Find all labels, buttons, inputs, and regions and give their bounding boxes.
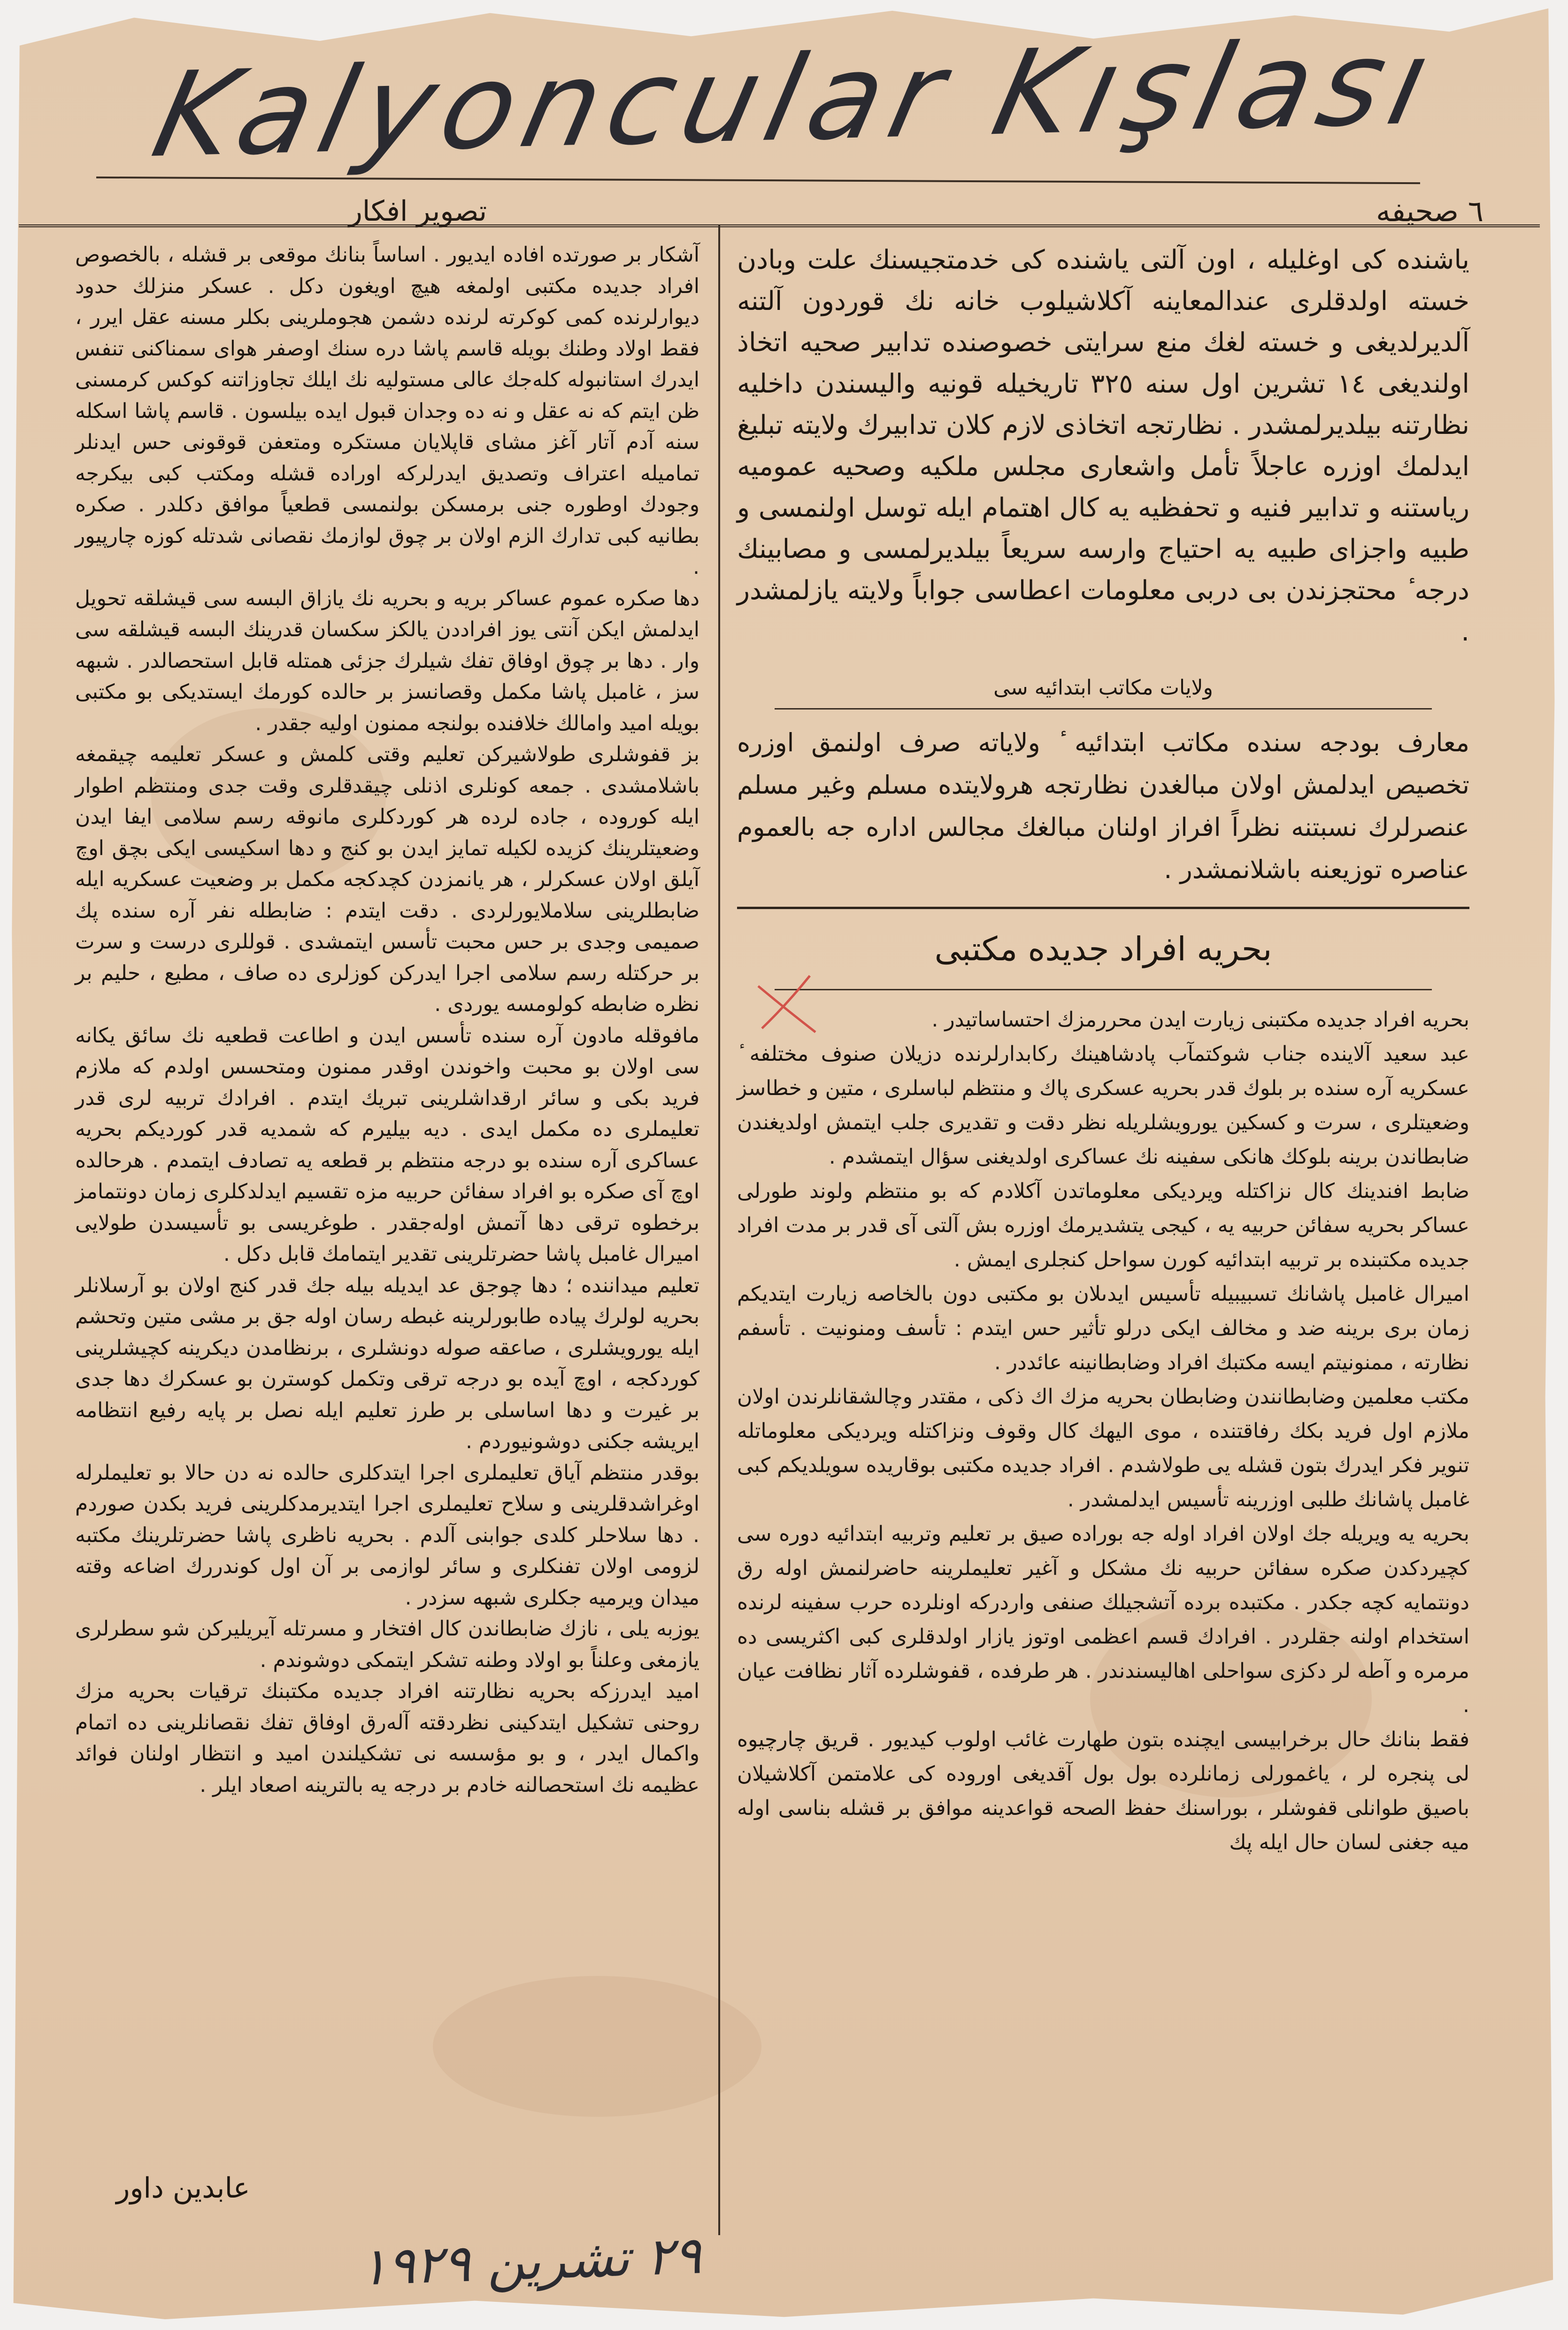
paper-name: تصوير افكار: [348, 195, 487, 228]
column-divider: [718, 225, 720, 2235]
article-divider: [737, 907, 1469, 909]
section-rule: [775, 708, 1432, 710]
top-double-rule: [19, 224, 1540, 227]
right-column: [737, 239, 1469, 2259]
handwritten-date: ٢٩ تشرين ١٩٢٩: [358, 2225, 703, 2297]
paragraph: فقط بنانك حال برخرابيسى ايچنده بتون طهارت غائب اولوب كيديور . قريق چارچيوه لى پنجره لر ، ياغمورلى زمانلرده بول بول آقديغى اوروده كى علامتمن آكلاشيلان باصيق طوانلى قفوشلر ، بوراسنك حفظ الصحه قواعدينه موافق بر قشله بناسى اوله ميه جغنى لسان حال ايله پك: [737, 1728, 1469, 1854]
paragraph: مافوقله مادون آره سنده تأسس ايدن و اطاعت قطعيه نك سائق يكانه سى اولان بو محبت واخوندن اوقدر ممنون ومتحسس اولدم كه ملازم فريد بكى و سائر ارقداشلرينى تبريك ايتدم . افرادك تربيه لرى قدر تعليملرى ده مكمل ايدى . ديه بيليرم كه شمديه قدر كورديكم بحريه عساكرى آره سنده بو درجه منتظم بر قطعه يه تصادف ايتمدم . هرحالده اوچ آى صكره بو افراد سفائن حربيه مزه تقسيم ايدلدكلرى زمان دونتمامز برخطوه ترقى دها آتمش اولەجقدر . طوغريسى بو تأسيسدن طولايى اميرال غامبل پاشا حضرتلرينى تقدير ايتمامك قابل دكل .: [75, 1023, 699, 1266]
title-rule: [775, 989, 1432, 990]
paragraph: آشكار بر صورتده افاده ايديور . اساساً بنانك موقعى بر قشله ، بالخصوص افراد جديده مكتبى اولمغه هيچ اويغون دكل . عسكر منزلك حدود ديوارلرنده كمى كوكرته لرنده دشمن هجوملرينى بكلر مسنه عقل ايرر ، فقط اولاد وطنك بويله قاسم پاشا دره سنك اوصفر هواى سمناكنى تنفس ايدرك استانبوله كلەجك عالى مستوليه نك ايلك تجاوزاتنه كوكس كرمسنى ظن ايتم كه نه عقل و نه ده وجدان قبول ايده بيلسون . قاسم پاشا اسكله سنه آدم آتار آغز مشاى قاپلايان مستكره ومتعفن قوقونى حس ايدنلر تماميله اعتراف وتصديق ايدرلركه اوراده قشله ومكتب كبى بيكرجه وجودك اوطوره جنى برمسكن بولنمسى قطعياً موافق دكلدر . صكره بطانيه كبى تدارك الزم اولان بر چوق لوازمك نقصانى شدتله كوزه چارپيور .: [75, 243, 699, 579]
paragraph: دها صكره عموم عساكر بريه و بحريه نك يازاق البسه سى قيشلقه تحويل ايدلمش ايكن آنتى يوز افراددن يالكز سكسان قدرينك البسه قيشلقه سى وار . دها بر چوق اوفاق تفك شيلرك جزئى همتله قابل استحصالدر . شبهه سز ، غامبل پاشا مكمل وقصانسز بر حالده كورمك ايستديكى بو مكتبى بويله اميد وامالك خلافنده بولنجه ممنون اوليه جقدر .: [75, 586, 699, 735]
section-title-provincial-schools: ولايات مكاتب ابتدائيه سى: [993, 676, 1213, 700]
paragraph: اميد ايدرزكه بحريه نظارتنه افراد جديده مكتبنك ترقيات بحريه مزك روحنى تشكيل ايتدكينى نظردقته آلەرق اوفاق تفك نقصانلرينى ده اتمام واكمال ايدر ، و بو مؤسسه نى تشكيلندن اميد و انتظار اولنان فوائد عظيمه نك استحصالنه خادم بر درجه يه بالترينه اصعاد ايلر .: [75, 1679, 699, 1797]
left-column: [75, 239, 699, 2202]
page-label: ٦ صحيفه: [1376, 194, 1483, 228]
paragraph: مكتب معلمين وضابطانندن وضابطان بحريه مزك اك ذكى ، مقتدر وچالشقانلرندن اولان ملازم اول فريد بكك رفاقتنده ، موى اليهك كال وقوف ونزاكتله ويرديكى معلوماتله تنوير فكر ايدرك بتون قشله يى طولاشدم . افراد جديده مكتبى بوقاريده سويلديكم كبى غامبل پاشانك طلبى اوزرينه تأسيس ايدلمشدر .: [737, 1385, 1469, 1512]
paragraph: بز قفوشلرى طولاشيركن تعليم وقتى كلمش و عسكر تعليمه چيقمغه باشلامشدى . جمعه كونلرى اذنلى چيقدقلرى وقت جدى ومنتظم اطوار ايله كوروده ، جاده لرده هر كوردكلرى مانوقه رسم سلامى ايفا ايدن وضعيتلرينك كزيده لكيله تمايز ايدن بو كنج و دها اسكيسى ايكى بچق اوچ آيلق اولان عسكرلر ، هر يانمزدن كچدكجه مكمل بر وضعيت عسكريه ايله ضابطلرينى سلاملايورلردى . دقت ايتدم : ضابطله نفر آره سنده پك صميمى وجدى بر حس محبت تأسس ايتمشدى . قوللرى درست و سرت بر حركتله رسم سلامى اجرا ايدركن كوزلرى ده صاف ، مطيع ، حليم بر نظره ضابطه كولومسه يوردى .: [75, 742, 699, 1016]
paragraph: ضابط افندينك كال نزاكتله ويرديكى معلوماتدن آكلادم كه بو منتظم ولوند طورلى عساكر بحريه سفائن حربيه يه ، كيجى يتشديرمك اوزره بش آلتى آى قدر بر مدت افراد جديده مكتبنده بر تربيه ابتدائيه كورن سواحل كنجلرى ايمش .: [737, 1179, 1469, 1272]
paragraph: بوقدر منتظم آياق تعليملرى اجرا ايتدكلرى حالده نه دن حالا بو تعليملرله اوغراشدقلرينى و سلاح تعليملرى اجرا ايتديرمدكلرينى فريد بكدن صوردم . دها سلاحلر كلدى جوابنى آلدم . بحريه ناظرى پاشا حضرتلرينك مكتبه لزومى اولان تفنكلرى و سائر لوازمى بر آن اول كوندررك اضاعه وقته ميدان ويرميه جكلرى شبهه سزدر .: [75, 1460, 699, 1610]
paragraph: عبد سعيد آلاينده جناب شوكتمآب پادشاهينك ركابدارلرنده دزيلان صنوف مختلفه ٔ عسكريه آره سنده بر بلوك قدر بحريه عسكرى پاك و منتظم لباسلرى ، متين و خطاسز وضعيتلرى ، سرت و كسكين يورويشلريله نظر دقت و تقديرى جلب ايتمش اولديغندن ضابطاندن برينه بلوكك هانكى سفينه نك عساكرى اولديغنى سؤال ايتمشدم .: [737, 1042, 1469, 1169]
paragraph: يوزبه يلى ، نازك ضابطاندن كال افتخار و مسرتله آيريليركن شو سطرلرى يازمغى وعلناً بو اولاد وطنه تشكر ايتمكى دوشوندم .: [75, 1617, 699, 1672]
paragraph: تعليم ميداننده ؛ دها چوجق عد ايديله بيله جك قدر كنج اولان بو آرسلانلر بحريه لولرك پياده طابورلرينه غبطه رسان اوله جق بر مشى متين وتحشم ايله يورويشلرى ، صاعقه صوله دونشلرى ، برنظامدن ديكرينه كچيشلرينى كوردكجه ، اوچ آيده بو درجه ترقى وتكمل كوسترن بو عسكرك دها جدى بر غيرت و دها اساسلى بر طرز تعليم ايله نصل بر پايه رفيع انتظامه ايريشه جكنى دوشونيوردم .: [75, 1273, 699, 1453]
paragraph: بحريه يه ويريله جك اولان افراد اوله جه بوراده صيق بر تعليم وتربيه ابتدائيه دوره سى كچيردكدن صكره سفائن حربيه نك مشكل و آغير تعليملرينه حاضرلنمش اوله رق دونتمايه كچه جكدر . مكتبده برده آتشجيلك صنفى واردركه اونلرده حرب سفينه لرنده استخدام اولنه جقلردر . افرادك قسم اعظمى اوتوز يازار اولدقلرى كبى اكثريسى ده مرمره و آطه لر دكزى سواحلى اهاليسندندر . هر طرفده ، قفوشلرده آثار نظافت عيان .: [737, 1522, 1469, 1717]
author-signature: عابدين داور: [116, 2172, 250, 2205]
paragraph: بحريه افراد جديده مكتبنى زيارت ايدن محررمزك احتساساتيدر .: [931, 1008, 1469, 1032]
intro-paragraph: ياشنده كى اوغليله ، اون آلتى ياشنده كى خدمتجيسنك علت وبادن خسته اولدقلرى عندالمعاينه آكلاشيلوب خانه نك قوردون آلتنه آلديرلديغى و خسته لغك منع سرايتى خصوصنده تدابير صحيه اتخاذ اولنديغى ١٤ تشرين اول سنه ٣٢٥ تاريخيله قونيه واليسندن داخليه نظارتنه بيلديرلمشدر . نظارتجه اتخاذى لازم كلان تدابيرك ولايته تبليغ ايدلمك اوزره عاجلاً تأمل واشعارى مجلس ملكيه وصحيه عموميه رياستنه و تدابير فنيه و تحفظيه يه كال اهتمام ايله توسل اولنمسى و طبيه واجزاى طبيه يه احتياج وارسه سريعاً بيلديرلمسى و مصابينك درجه ٔ محتجزندن بى دربى معلومات اعطاسى جواباً ولايته يازلمشدر .: [737, 245, 1469, 647]
paragraph: اميرال غامبل پاشانك تسبيبيله تأسيس ايدىلان بو مكتبى دون بالخاصه زيارت ايتديكم زمان برى برينه ضد و مخالف ايكى درلو تأثير حس ايتدم : تأسف ومنونيت . تأسفم نظارته ، ممنونيتم ايسه مكتبك افراد وضابطانينه عائددر .: [737, 1282, 1469, 1374]
article-title-naval-recruit-school: بحريه افراد جديده مكتبى: [934, 930, 1272, 968]
section-body-provincial-schools: معارف بودجه سنده مكاتب ابتدائيه ٔ ولاياته صرف اولنمق اوزره تخصيص ايدلمش اولان مبالغدن نظارتجه هرولايتده مسلم وغير مسلم عنصرلرك نسبتنه نظراً افراز اولنان مبالغك مجالس اداره جه بالعموم عناصره توزيعنه باشلانمشدر .: [737, 728, 1469, 884]
handwritten-title: Kalyoncular Kışlası: [142, 14, 1450, 184]
red-cross-mark-icon: [753, 972, 819, 1038]
